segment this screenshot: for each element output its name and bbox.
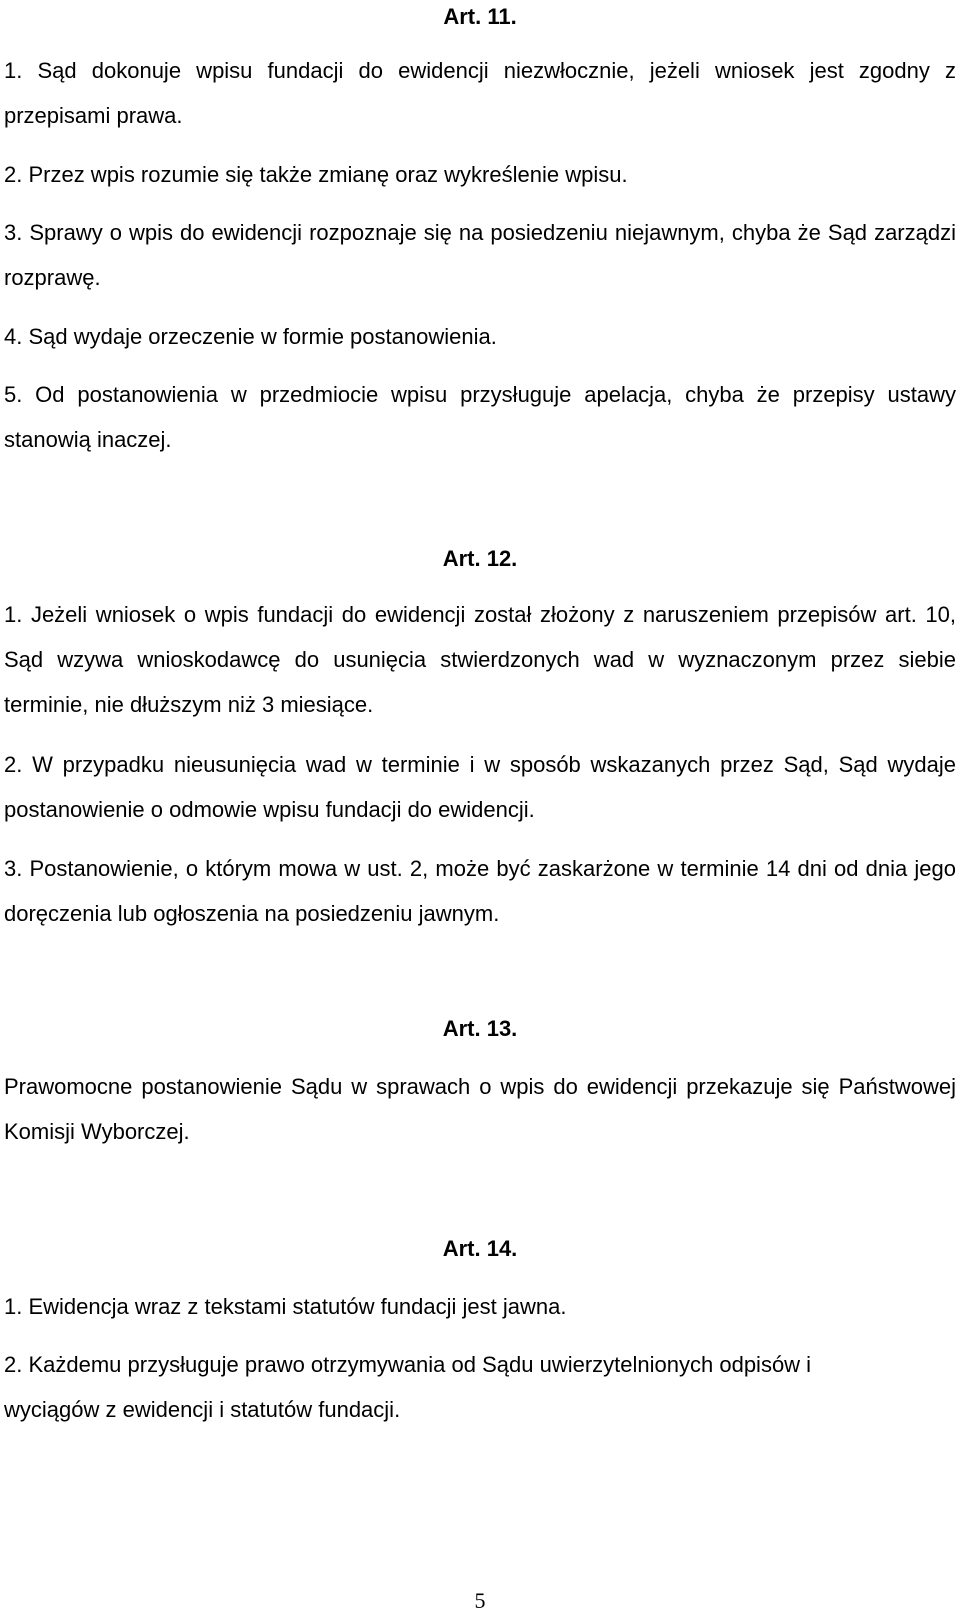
article-11-paragraph-1: 1. Sąd dokonuje wpisu fundacji do ewidencji niezwłocznie, jeżeli wniosek jest zgodny z przepisami prawa.: [4, 58, 956, 128]
article-11-paragraph-3: 3. Sprawy o wpis do ewidencji rozpoznaje się na posiedzeniu niejawnym, chyba że Sąd zarządzi rozprawę.: [4, 220, 956, 290]
article-11-paragraph-4: 4. Sąd wydaje orzeczenie w formie postanowienia.: [4, 324, 497, 349]
article-12-paragraph-1: 1. Jeżeli wniosek o wpis fundacji do ewidencji został złożony z naruszeniem przepisów art. 10, Sąd wzywa wnioskodawcę do usunięcia stwierdzonych wad w wyznaczonym przez siebie terminie, nie dłuższym niż 3 miesiące.: [4, 602, 956, 717]
article-12-title: Art. 12.: [442, 546, 518, 571]
article-11-paragraph-5: 5. Od postanowienia w przedmiocie wpisu przysługuje apelacja, chyba że przepisy ustawy stanowią inaczej.: [4, 382, 956, 452]
article-14-paragraph-2: 2. Każdemu przysługuje prawo otrzymywania od Sądu uwierzytelnionych odpisów i wyciągów z ewidencji i statutów fundacji.: [4, 1352, 812, 1422]
article-14-title: Art. 14.: [442, 1236, 518, 1261]
page-number: 5: [474, 1588, 486, 1613]
article-11-paragraph-2: 2. Przez wpis rozumie się także zmianę oraz wykreślenie wpisu.: [4, 162, 628, 187]
article-13-title: Art. 13.: [442, 1016, 518, 1041]
article-12-paragraph-2: 2. W przypadku nieusunięcia wad w terminie i w sposób wskazanych przez Sąd, Sąd wydaje postanowienie o odmowie wpisu fundacji do ewidencji.: [4, 752, 956, 822]
article-14-paragraph-1: 1. Ewidencja wraz z tekstami statutów fundacji jest jawna.: [4, 1294, 567, 1319]
article-13-paragraph-1: Prawomocne postanowienie Sądu w sprawach o wpis do ewidencji przekazuje się Państwowej Komisji Wyborczej.: [4, 1074, 956, 1144]
article-12-paragraph-3: 3. Postanowienie, o którym mowa w ust. 2, może być zaskarżone w terminie 14 dni od dnia jego doręczenia lub ogłoszenia na posiedzeniu jawnym.: [4, 856, 956, 926]
article-11-title: Art. 11.: [443, 4, 517, 29]
